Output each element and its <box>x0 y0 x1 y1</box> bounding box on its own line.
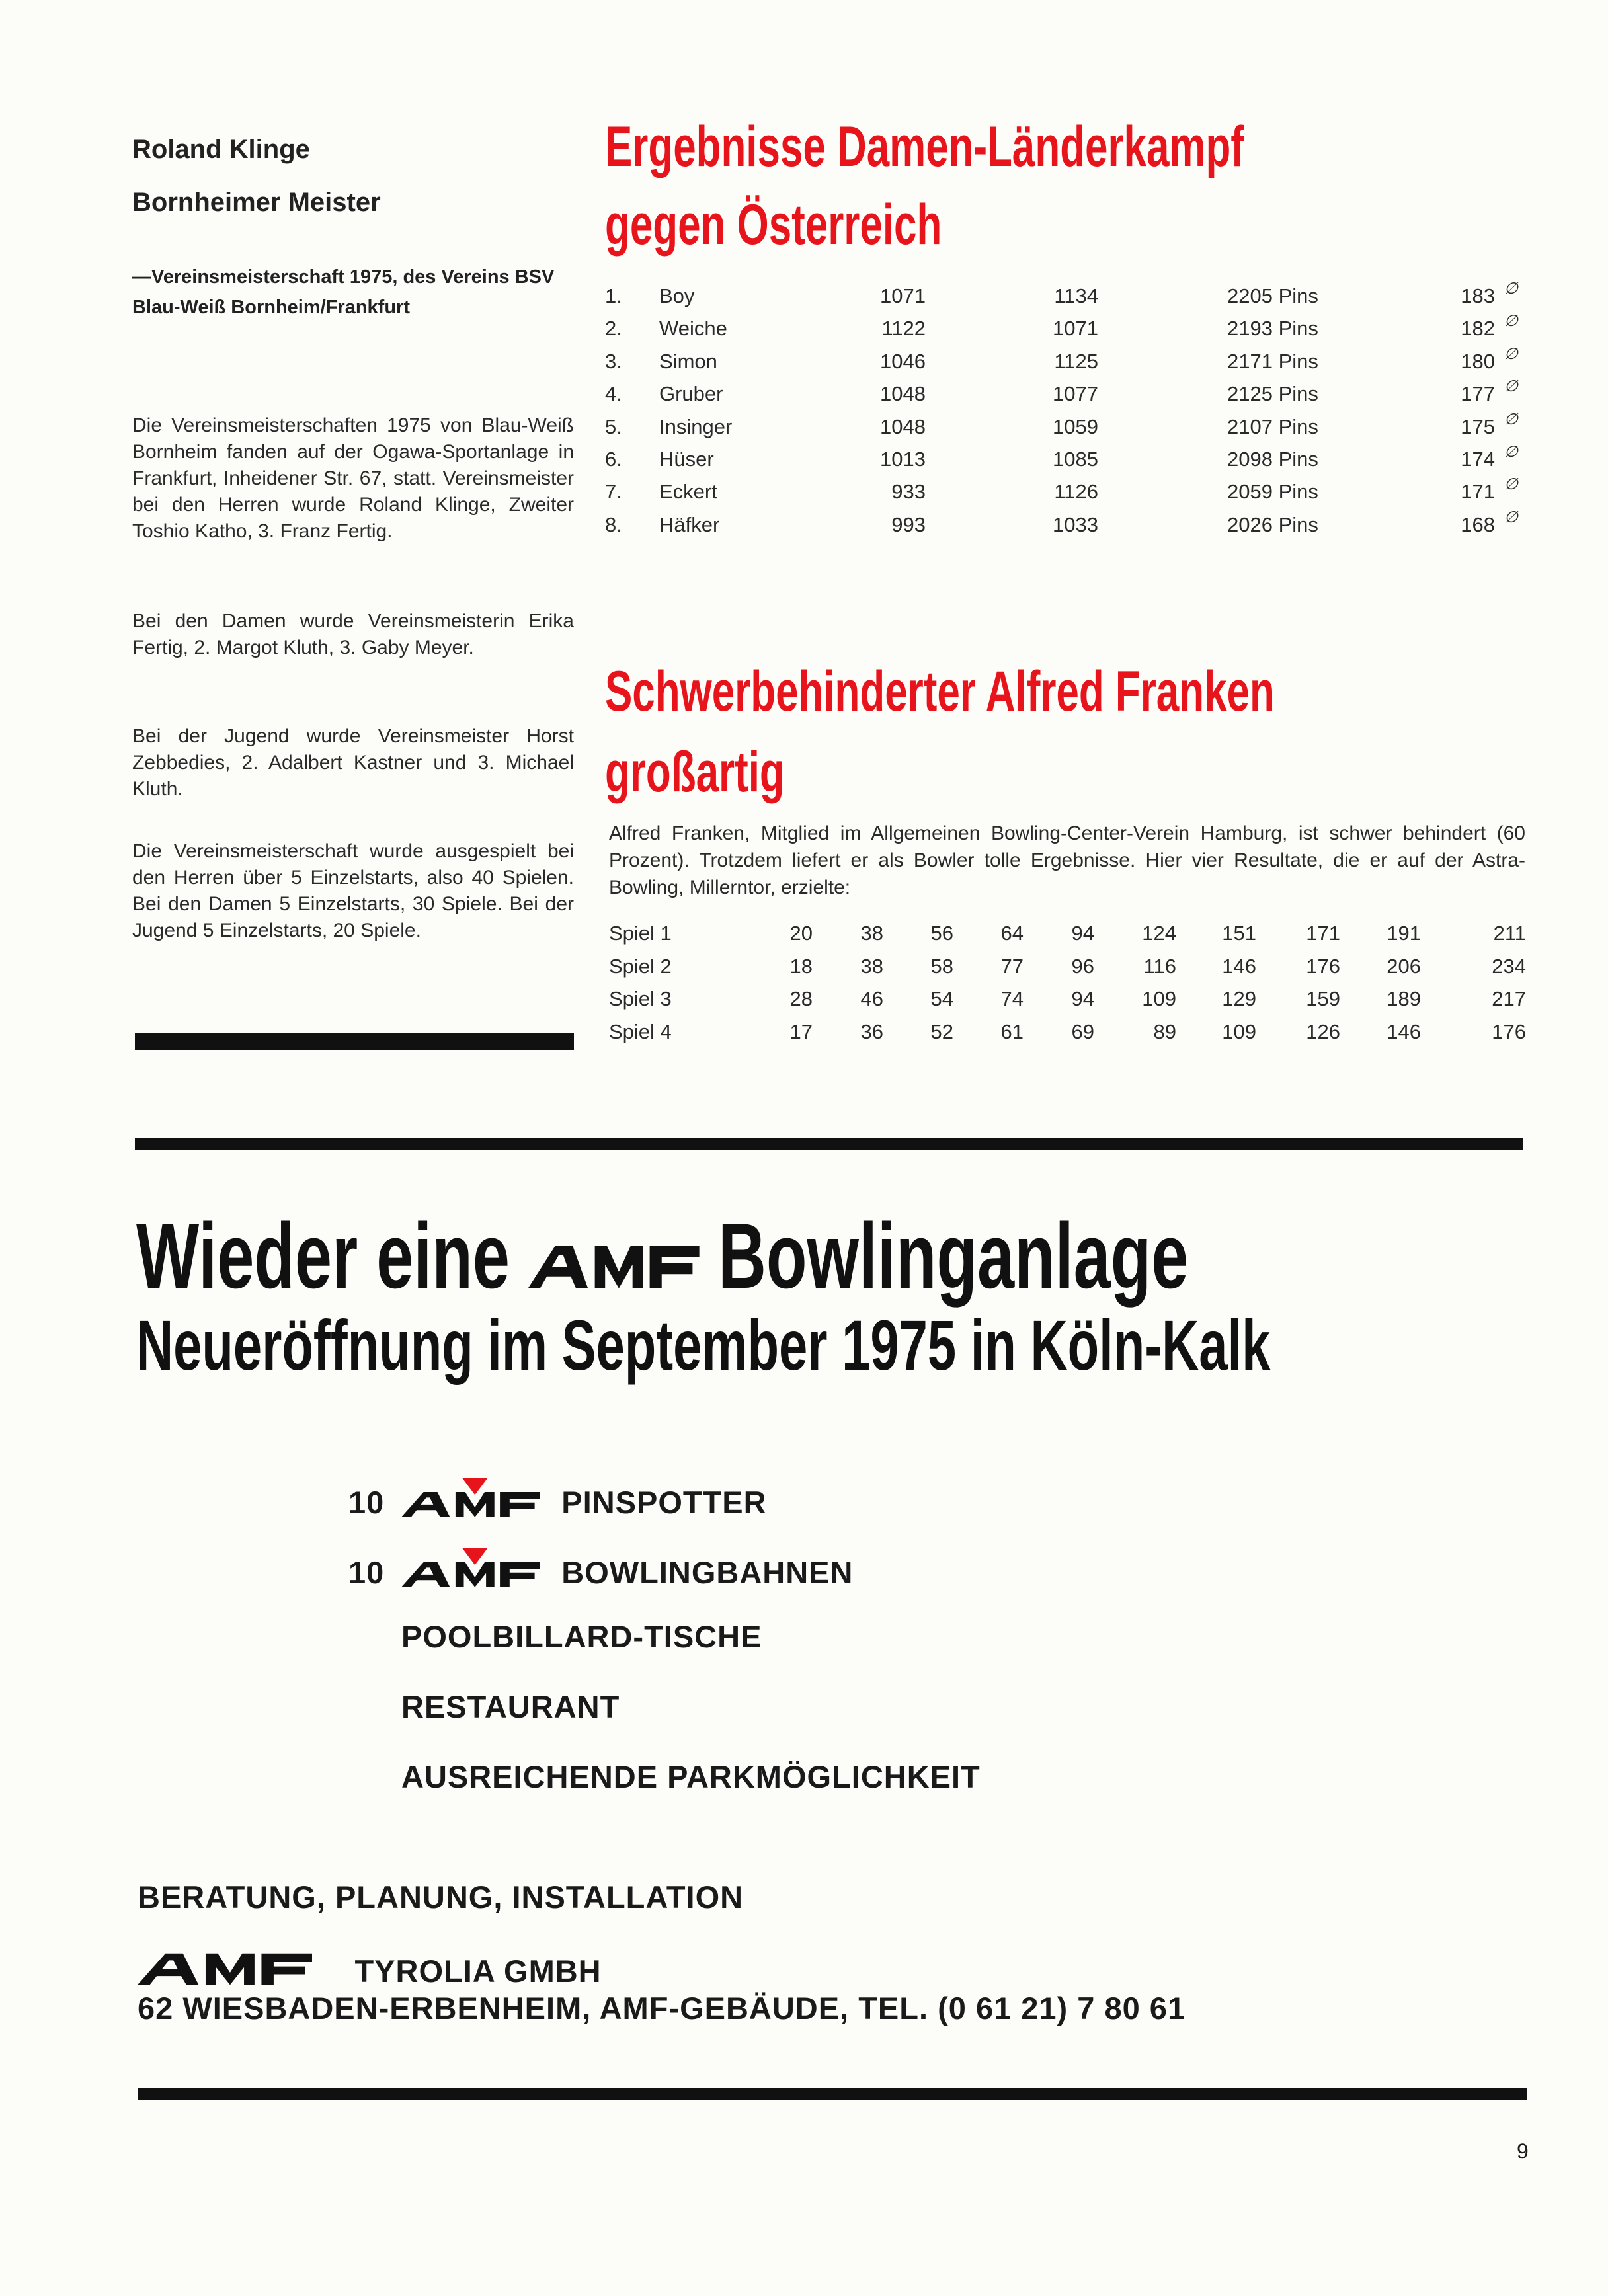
average: 177 <box>1461 382 1495 406</box>
frame-score: 146 <box>1222 954 1256 978</box>
item-count: 10 <box>348 1485 385 1520</box>
rank: 2. <box>605 317 622 340</box>
game-2-score: 1134 <box>1054 284 1098 307</box>
game-label: Spiel 1 <box>609 922 672 945</box>
frame-score: 146 <box>1387 1019 1421 1043</box>
company-line <box>138 1936 602 1989</box>
game-row <box>609 1020 1535 1053</box>
frame-score: 189 <box>1387 987 1421 1011</box>
bottom-rule <box>138 2088 1527 2100</box>
ad-services: BERATUNG, PLANUNG, INSTALLATION <box>138 1880 744 1915</box>
average-icon: ∅ <box>1504 443 1518 461</box>
company-address: 62 WIESBADEN-ERBENHEIM, AMF-GEBÄUDE, TEL. (0 61 21) 7 80 61 <box>138 1991 1186 2026</box>
game-label: Spiel 2 <box>609 954 672 978</box>
result-row <box>605 344 1531 382</box>
result-row <box>605 508 1531 545</box>
total-pins: 2026 Pins <box>1227 512 1318 536</box>
ad-headline-post: Bowlinganlage <box>718 1204 1189 1308</box>
game-label: Spiel 4 <box>609 1019 672 1043</box>
item-label: AUSREICHENDE PARKMÖGLICHKEIT <box>401 1759 981 1794</box>
frame-score: 58 <box>930 954 953 978</box>
frame-score: 56 <box>930 922 953 945</box>
ad-subheadline: Neueröffnung im September 1975 in Köln-Kalk <box>136 1305 1271 1385</box>
game-label: Spiel 3 <box>609 987 672 1011</box>
item-count: 10 <box>348 1555 385 1590</box>
frame-score: 159 <box>1306 987 1340 1011</box>
frame-score: 52 <box>930 1019 953 1043</box>
frame-score: 64 <box>1000 922 1024 945</box>
average-icon: ∅ <box>1504 312 1518 331</box>
game-row <box>609 987 1535 1020</box>
frame-score: 109 <box>1142 987 1176 1011</box>
game-1-score: 1048 <box>880 382 926 406</box>
frame-score: 124 <box>1142 922 1176 945</box>
item-label: POOLBILLARD-TISCHE <box>401 1619 762 1654</box>
game-1-score: 1048 <box>880 415 926 438</box>
total-pins: 2107 Pins <box>1227 415 1318 438</box>
frame-score: 176 <box>1492 1019 1526 1043</box>
amf-logo <box>528 1222 700 1293</box>
game-1-score: 1013 <box>880 448 926 471</box>
rank: 3. <box>605 349 622 373</box>
average-icon: ∅ <box>1504 475 1518 494</box>
left-paragraph-2: Bei den Damen wurde Vereinsmeisterin Erika Fertig, 2. Margot Kluth, 3. Gaby Meyer. <box>132 610 574 658</box>
average: 175 <box>1461 415 1495 438</box>
franken-headline-2: großartig <box>605 740 785 804</box>
ad-item <box>348 1478 767 1521</box>
item-label: PINSPOTTER <box>561 1485 767 1520</box>
result-row <box>605 443 1531 480</box>
frame-score: 176 <box>1306 954 1340 978</box>
ad-item <box>348 1548 853 1591</box>
article-title-name: Roland Klinge <box>132 135 310 164</box>
left-paragraph-1: Die Vereinsmeisterschaften 1975 von Blau-Weiß Bornheim fanden auf der Ogawa-Sportanlage in Frankfurt, Inheidener Str. 67, statt. Vereinsmeister bei den Herren wurde Roland Klinge, Zweiter Toshio Katho, 3. Franz Fertig. <box>132 415 574 542</box>
left-paragraph-4: Die Vereinsmeisterschaft wurde ausgespielt bei den Herren über 5 Einzelstarts, also 40 Spielen. Bei den Damen 5 Einzelstarts, 30 Spiele. Bei der Jugend 5 Einzelstarts, 20 Spiele. <box>132 840 574 941</box>
game-2-score: 1059 <box>1053 415 1098 438</box>
total-pins: 2098 Pins <box>1227 448 1318 471</box>
game-1-score: 993 <box>891 512 926 536</box>
frame-score: 211 <box>1493 922 1526 945</box>
frame-score: 191 <box>1387 922 1421 945</box>
rank: 8. <box>605 512 622 536</box>
franken-headline-1: Schwerbehinderter Alfred Franken <box>605 660 1275 723</box>
frame-score: 17 <box>789 1019 813 1043</box>
game-2-score: 1126 <box>1054 480 1098 504</box>
total-pins: 2125 Pins <box>1227 382 1318 406</box>
amf-logo <box>138 1936 312 1989</box>
article-title-subtitle: Bornheimer Meister <box>132 188 381 217</box>
rank: 1. <box>605 284 622 307</box>
game-2-score: 1125 <box>1054 349 1098 373</box>
game-1-score: 933 <box>891 480 926 504</box>
result-row <box>605 475 1531 512</box>
player-name: Boy <box>659 284 695 307</box>
total-pins: 2171 Pins <box>1227 349 1318 373</box>
average-icon: ∅ <box>1504 280 1518 297</box>
total-pins: 2193 Pins <box>1227 317 1318 340</box>
game-2-score: 1077 <box>1053 382 1098 406</box>
game-2-score: 1071 <box>1053 317 1098 340</box>
frame-score: 77 <box>1000 954 1024 978</box>
game-row <box>609 922 1535 955</box>
frame-score: 116 <box>1143 954 1176 978</box>
average: 180 <box>1461 349 1495 373</box>
game-row <box>609 955 1535 988</box>
page-number: 9 <box>1517 2139 1529 2163</box>
game-1-score: 1071 <box>880 284 926 307</box>
ad-item <box>401 1618 762 1655</box>
frame-score: 126 <box>1306 1019 1340 1043</box>
rank: 6. <box>605 448 622 471</box>
rank: 4. <box>605 382 622 406</box>
ad-item <box>401 1759 981 1795</box>
results-headline-2: gegen Österreich <box>605 193 942 257</box>
frame-score: 109 <box>1222 1019 1256 1043</box>
game-1-score: 1122 <box>881 317 926 340</box>
frame-score: 96 <box>1071 954 1094 978</box>
ad-item <box>401 1688 620 1725</box>
game-2-score: 1085 <box>1053 448 1098 471</box>
player-name: Eckert <box>659 480 717 504</box>
franken-paragraph: Alfred Franken, Mitglied im Allgemeinen Bowling-Center-Verein Hamburg, ist schwer behindert (60 Prozent). Trotzdem liefert er als Bowler tolle Ergebnisse. Hier vier Resultate, die er auf der Astra-Bowling, Millerntor, erzielte: <box>609 822 1525 898</box>
left-paragraph-3: Bei der Jugend wurde Vereinsmeister Horst Zebbedies, 2. Adalbert Kastner und 3. Michael Kluth. <box>132 725 574 800</box>
player-name: Insinger <box>659 415 733 438</box>
average-icon: ∅ <box>1504 508 1518 526</box>
result-row <box>605 377 1531 415</box>
rank: 7. <box>605 480 622 504</box>
frame-score: 151 <box>1222 922 1256 945</box>
frame-score: 171 <box>1306 922 1340 945</box>
frame-score: 94 <box>1071 987 1094 1011</box>
rank: 5. <box>605 415 622 438</box>
frame-score: 74 <box>1000 987 1024 1011</box>
company-name: TYROLIA GMBH <box>354 1954 602 1989</box>
frame-score: 217 <box>1492 987 1526 1011</box>
frame-score: 89 <box>1153 1019 1176 1043</box>
amf-logo <box>401 1548 540 1590</box>
article-kicker: —Vereinsmeisterschaft 1975, des Vereins BSV Blau-Weiß Bornheim/Frankfurt <box>132 266 555 318</box>
frame-score: 18 <box>789 954 813 978</box>
game-1-score: 1046 <box>880 349 926 373</box>
average-icon: ∅ <box>1504 377 1518 396</box>
item-label: RESTAURANT <box>401 1689 620 1724</box>
amf-logo <box>401 1478 540 1520</box>
average: 182 <box>1461 317 1495 340</box>
ad-headline-pre: Wieder eine <box>136 1204 510 1308</box>
frame-score: 38 <box>860 954 883 978</box>
average: 174 <box>1461 448 1495 471</box>
frame-score: 129 <box>1222 987 1256 1011</box>
item-label: BOWLINGBAHNEN <box>561 1555 854 1590</box>
average: 171 <box>1461 480 1495 504</box>
frame-score: 28 <box>789 987 813 1011</box>
average-icon: ∅ <box>1504 410 1518 428</box>
results-headline-1: Ergebnisse Damen-Länderkampf <box>605 115 1244 178</box>
section-divider <box>135 1138 1523 1150</box>
result-row <box>605 312 1531 349</box>
frame-score: 54 <box>930 987 953 1011</box>
frame-score: 46 <box>860 987 883 1011</box>
average-icon: ∅ <box>1504 344 1518 363</box>
game-2-score: 1033 <box>1053 512 1098 536</box>
result-row <box>605 280 1531 317</box>
frame-score: 206 <box>1387 954 1421 978</box>
total-pins: 2059 Pins <box>1227 480 1318 504</box>
player-name: Hüser <box>659 448 714 471</box>
average: 183 <box>1461 284 1495 307</box>
frame-score: 38 <box>860 922 883 945</box>
player-name: Gruber <box>659 382 723 406</box>
result-row <box>605 410 1531 448</box>
player-name: Weiche <box>659 317 727 340</box>
total-pins: 2205 Pins <box>1227 284 1318 307</box>
frame-score: 94 <box>1071 922 1094 945</box>
average: 168 <box>1461 512 1495 536</box>
player-name: Simon <box>659 349 717 373</box>
frame-score: 234 <box>1492 954 1526 978</box>
frame-score: 36 <box>860 1019 883 1043</box>
left-column-bar <box>135 1033 574 1050</box>
ad-headline <box>136 1203 1188 1309</box>
player-name: Häfker <box>659 512 720 536</box>
frame-score: 69 <box>1071 1019 1094 1043</box>
frame-score: 61 <box>1000 1019 1024 1043</box>
frame-score: 20 <box>789 922 813 945</box>
